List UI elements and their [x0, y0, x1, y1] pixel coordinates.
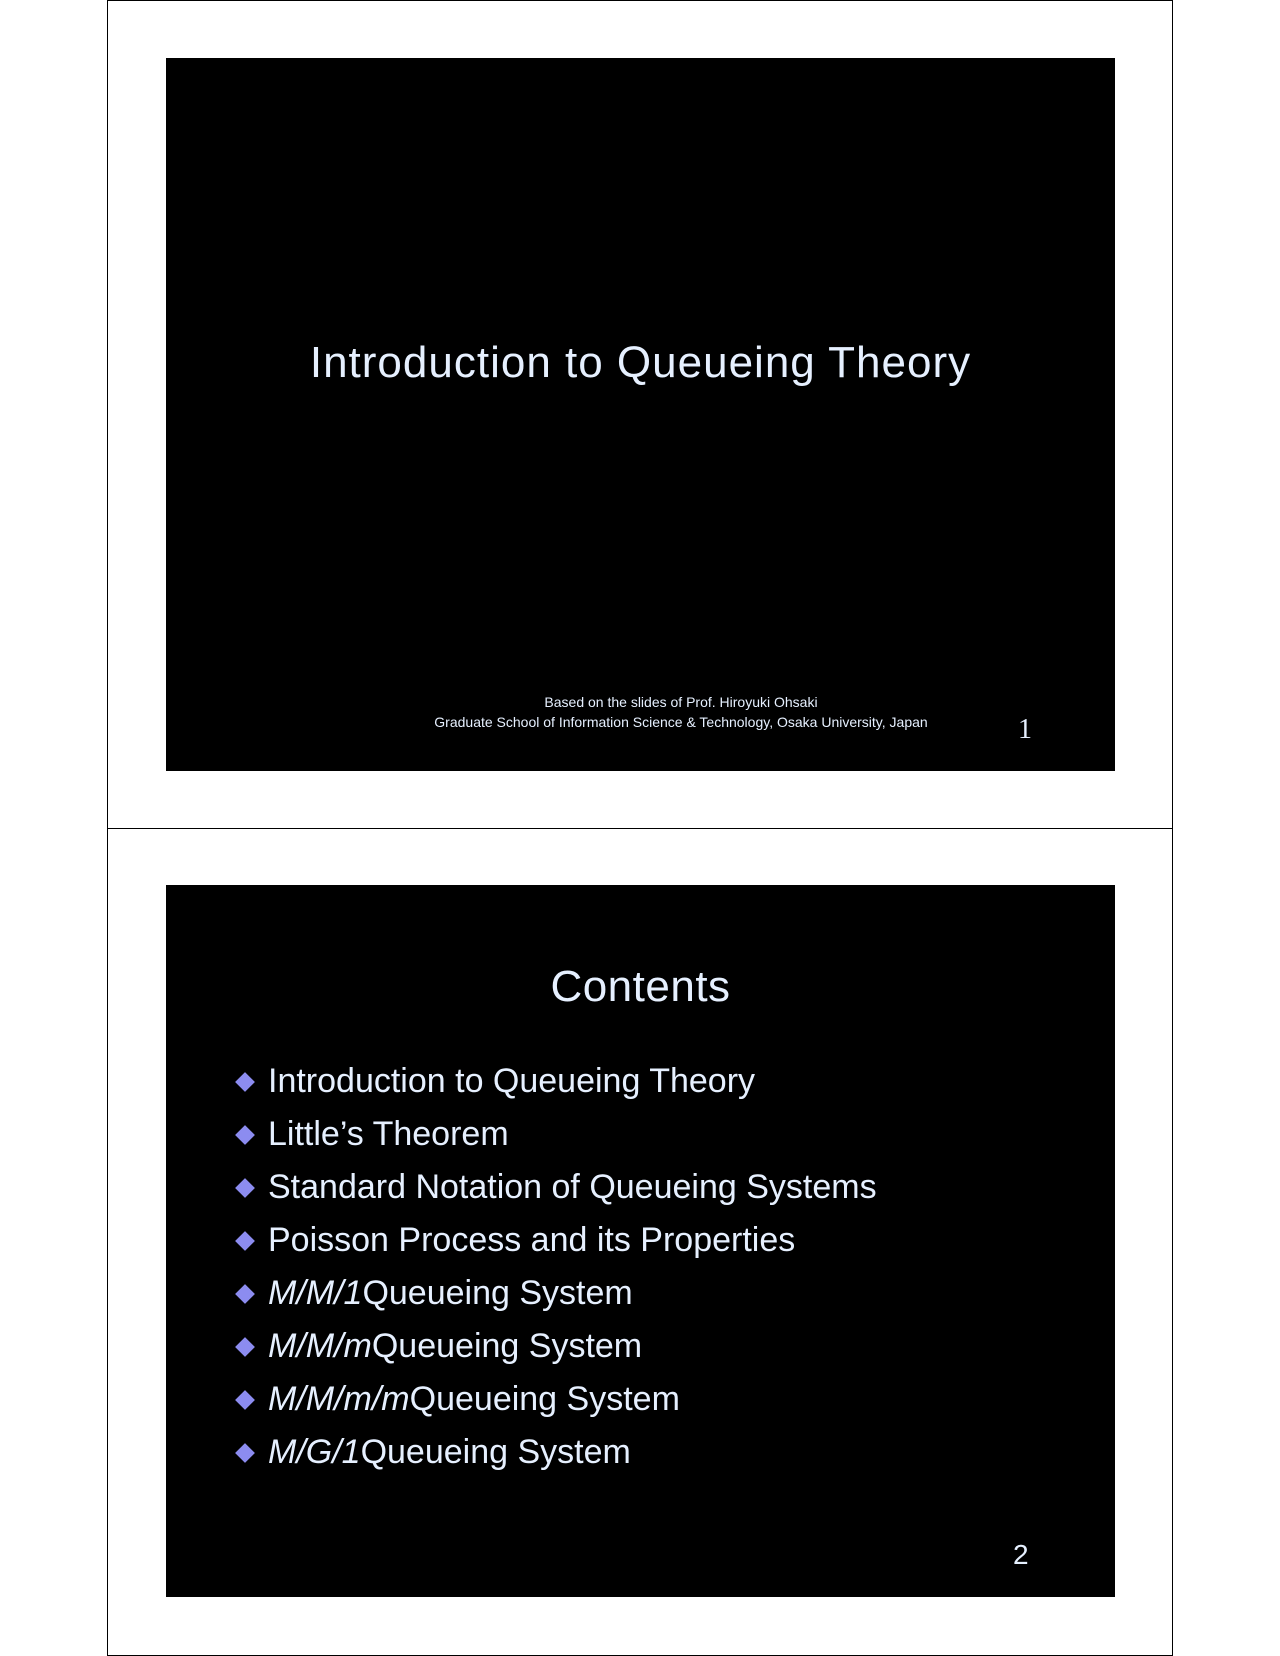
contents-list	[232, 1055, 877, 1479]
list-item-italic: M/G/1	[268, 1433, 361, 1471]
list-item-text: Introduction to Queueing Theory	[268, 1062, 756, 1100]
list-item	[232, 1161, 877, 1214]
list-item-text: Queueing System	[362, 1274, 633, 1312]
slide-2	[166, 885, 1115, 1597]
list-item-italic: M/M/m/m	[268, 1380, 410, 1418]
list-item	[232, 1267, 877, 1320]
list-item	[232, 1055, 877, 1108]
list-item-italic: M/M/1	[268, 1274, 363, 1312]
slide-2-title: Contents	[550, 962, 731, 1011]
slide-2-page-number: 2	[1013, 1539, 1029, 1570]
diamond-bullet-icon	[235, 1231, 255, 1251]
list-item-text: Queueing System	[409, 1380, 680, 1418]
list-item-text: Queueing System	[360, 1433, 631, 1471]
credit-line-1: Based on the slides of Prof. Hiroyuki Ohsaki	[544, 694, 818, 710]
credit-line-2: Graduate School of Information Science & Technology, Osaka University, Japan	[434, 714, 928, 730]
list-item-text: Queueing System	[371, 1327, 643, 1365]
diamond-bullet-icon	[235, 1390, 255, 1410]
diamond-bullet-icon	[235, 1284, 255, 1304]
list-item	[232, 1108, 877, 1161]
diamond-bullet-icon	[235, 1125, 255, 1145]
list-item-italic: M/M/m	[268, 1327, 372, 1365]
list-item-text: Poisson Process and its Properties	[268, 1221, 796, 1259]
list-item-text: Little’s Theorem	[268, 1115, 509, 1153]
list-item	[232, 1373, 877, 1426]
list-item	[232, 1320, 877, 1373]
list-item	[232, 1214, 877, 1267]
slide-1-title: Introduction to Queueing Theory	[309, 338, 972, 387]
diamond-bullet-icon	[235, 1072, 255, 1092]
diamond-bullet-icon	[235, 1443, 255, 1463]
diamond-bullet-icon	[235, 1337, 255, 1357]
slide-1-page-number: 1	[1018, 714, 1032, 745]
list-item	[232, 1426, 877, 1479]
diamond-bullet-icon	[235, 1178, 255, 1198]
slide-1	[166, 58, 1115, 771]
list-item-text: Standard Notation of Queueing Systems	[268, 1168, 877, 1206]
